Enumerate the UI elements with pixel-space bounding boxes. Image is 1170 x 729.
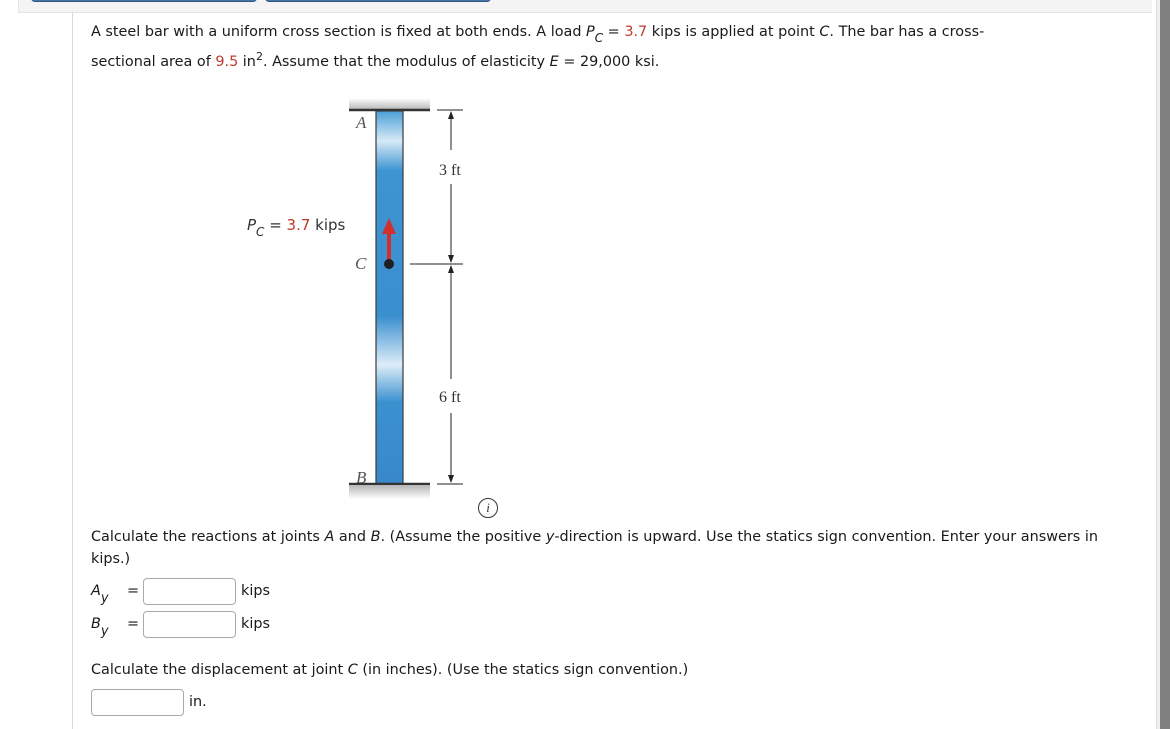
answer-row-ay [91, 578, 270, 604]
ay-input[interactable] [143, 578, 236, 605]
by-unit: kips [241, 616, 270, 632]
var: A [91, 583, 101, 599]
info-icon[interactable] [478, 498, 498, 518]
var: B [91, 616, 101, 632]
question-2-text [91, 659, 1111, 681]
load-subscript: C [256, 225, 265, 239]
ay-unit: kips [241, 583, 270, 599]
problem-line-1 [91, 17, 984, 47]
by-label [91, 616, 125, 639]
text: Calculate the reactions at joints [91, 529, 325, 545]
question-panel [72, 13, 1152, 729]
joint-a: A [324, 529, 335, 545]
equals-sign: = [126, 583, 140, 599]
load-subscript: C [594, 31, 604, 45]
load-unit: kips [310, 216, 346, 234]
text: = [603, 24, 625, 40]
point-label: C [819, 24, 830, 40]
text: . The bar has a cross- [829, 24, 985, 40]
by-input[interactable] [143, 611, 236, 638]
steel-bar [376, 111, 403, 484]
scrollbar[interactable] [1160, 0, 1170, 729]
load-symbol: P [586, 24, 595, 40]
text: = [264, 216, 287, 234]
top-tab-button-1[interactable] [31, 0, 257, 2]
joint-label-c: C [355, 254, 367, 273]
text: (in inches). (Use the statics sign convention.) [357, 662, 689, 678]
joint-c: C [347, 662, 358, 678]
area-exponent: 2 [255, 50, 263, 63]
text: and [334, 529, 371, 545]
ay-label [91, 583, 125, 606]
bar-diagram-svg [163, 98, 523, 518]
answer-row-displacement [91, 689, 207, 715]
joint-label-b: B [356, 468, 367, 487]
info-glyph: i [486, 500, 490, 515]
dimension-6ft: 6 ft [439, 389, 461, 406]
text: Calculate the displacement at joint [91, 662, 348, 678]
load-value: 3.7 [286, 216, 311, 234]
text: . Assume that the modulus of elasticity [262, 54, 550, 70]
var-sub: y [100, 591, 109, 606]
problem-line-2 [91, 47, 659, 78]
text: -direction is upward. Use the statics sign convention. Enter your answers in kips.) [91, 529, 1098, 567]
text: sectional area of [91, 54, 216, 70]
text: . (Assume the positive [380, 529, 546, 545]
bar-diagram [163, 98, 523, 518]
area-value: 9.5 [215, 54, 239, 70]
load-label [247, 216, 346, 239]
text: A steel bar with a uniform cross section is fixed at both ends. A load [91, 24, 587, 40]
question-1-text [91, 526, 1111, 570]
load-value: 3.7 [624, 24, 648, 40]
area-unit: in [238, 54, 256, 70]
displacement-input[interactable] [91, 689, 184, 716]
equals-sign: = [126, 616, 140, 632]
top-tab-button-2[interactable] [265, 0, 491, 2]
text: = 29,000 ksi. [558, 54, 660, 70]
modulus-symbol: E [549, 54, 559, 70]
var-sub: y [100, 624, 109, 639]
text: kips is applied at point [647, 24, 820, 40]
answer-row-by [91, 611, 270, 637]
load-symbol: P [247, 216, 257, 234]
displacement-unit: in. [189, 694, 207, 710]
joint-label-a: A [356, 113, 367, 132]
top-toolbar-strip [18, 0, 1152, 13]
joint-b: B [370, 529, 381, 545]
y-axis: y [545, 529, 555, 545]
dimension-3ft: 3 ft [439, 162, 461, 179]
top-support [349, 98, 430, 110]
